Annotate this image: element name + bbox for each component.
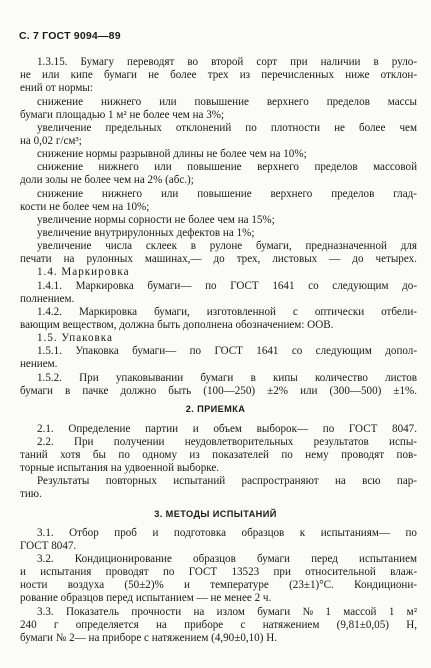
text-line: не или кипе бумаги не более трех из перечисленных ниже отклон- — [20, 69, 418, 81]
text-line: 3.1. Отбор проб и подготовка образцов к испытаниям— по — [37, 527, 417, 539]
text-line: ений от нормы: — [20, 82, 93, 94]
text-line: доли золы не более чем на 2% (абс.); — [20, 174, 194, 186]
text-line: кости не более чем на 10%; — [20, 201, 150, 213]
text-line: снижение нижнего или повышение верхнего пределов глад- — [37, 188, 417, 200]
text-line: снижение нижнего или повышение верхнего пределов массы — [37, 96, 417, 108]
text-line: бумаги № 2— на приборе с натяжением (4,90±0,10) Н. — [20, 632, 277, 644]
page-header: С. 7 ГОСТ 9094—89 — [19, 30, 121, 42]
text-line: снижение нормы разрывной длины не более чем на 10%; — [37, 148, 307, 160]
text-line: рование образцов перед испытанием — не менее 2 ч. — [20, 592, 272, 604]
text-line: нением. — [20, 358, 58, 370]
text-line: печати на рулонных машинах,— до трех, листовых — до четырех. — [20, 253, 417, 265]
text-line: 1.5.1. Упаковка бумаги— по ГОСТ 1641 со следующим допол- — [37, 345, 418, 357]
text-line: ности воздуха (50±2)% и температуре (23±1)°С. Кондициони- — [20, 579, 417, 591]
text-line: полнением. — [20, 293, 75, 305]
text-line: увеличение нормы сорности не более чем на 15%; — [37, 214, 275, 226]
text-line: бумаги в пачке должно быть (100—250) ±2% или (300—500) ±1%. — [20, 385, 418, 397]
text-line: 1.4.1. Маркировка бумаги— по ГОСТ 1641 со следующим до- — [37, 280, 418, 292]
text-line: увеличение числа склеек в рулоне бумаги, предназначенной для — [37, 240, 417, 252]
text-line: 1.3.15. Бумагу переводят во второй сорт при наличии в руло- — [37, 56, 418, 68]
subsection-heading: 1.5. Упаковка — [37, 332, 113, 344]
text-line: 2.1. Определение партии и объем выборок— по ГОСТ 8047. — [37, 423, 418, 435]
text-line: Результаты повторных испытаний распространяют на всю пар- — [37, 475, 417, 487]
section-heading-acceptance: 2. ПРИЕМКА — [185, 404, 246, 414]
text-line: 3.3. Показатель прочности на излом бумаги № 1 массой 1 м² — [37, 606, 418, 618]
text-line: 1.5.2. При упаковывании бумаги в кипы количество листов — [37, 372, 418, 384]
text-line: торные испытания на удвоенной выборке. — [20, 462, 220, 474]
subsection-heading: 1.4. Маркировка — [37, 266, 130, 278]
text-line: снижение нижнего или повышение верхнего пределов массовой — [37, 161, 417, 173]
text-line: увеличение внутрирулонных дефектов на 1%; — [37, 227, 255, 239]
text-line: таний хотя бы по одному из показателей по нему проводят пов- — [20, 449, 417, 461]
text-line: бумаги площадью 1 м² не более чем на 3%; — [20, 109, 225, 121]
text-line: и испытания проводят по ГОСТ 13523 при относительной влаж- — [20, 566, 418, 578]
text-line: ГОСТ 8047. — [20, 540, 77, 552]
text-line: 3.2. Кондиционирование образцов бумаги перед испытанием — [37, 553, 418, 565]
text-line: 1.4.2. Маркировка бумаги, изготовленной с оптически отбели- — [37, 306, 417, 318]
text-line: вающим веществом, должна быть дополнена обозначением: ООВ. — [20, 319, 334, 331]
text-line: на 0,02 г/см³; — [20, 135, 82, 147]
section-heading-methods: 3. МЕТОДЫ ИСПЫТАНИЙ — [154, 509, 277, 519]
text-line: тию. — [20, 488, 42, 500]
text-line: увеличение предельных отклонений по плотности не более чем — [37, 122, 417, 134]
text-line: 240 г определяется на приборе с натяжением (9,81±0,05) Н, — [20, 619, 418, 631]
text-line: 2.2. При получении неудовлетворительных результатов испы- — [37, 436, 417, 448]
